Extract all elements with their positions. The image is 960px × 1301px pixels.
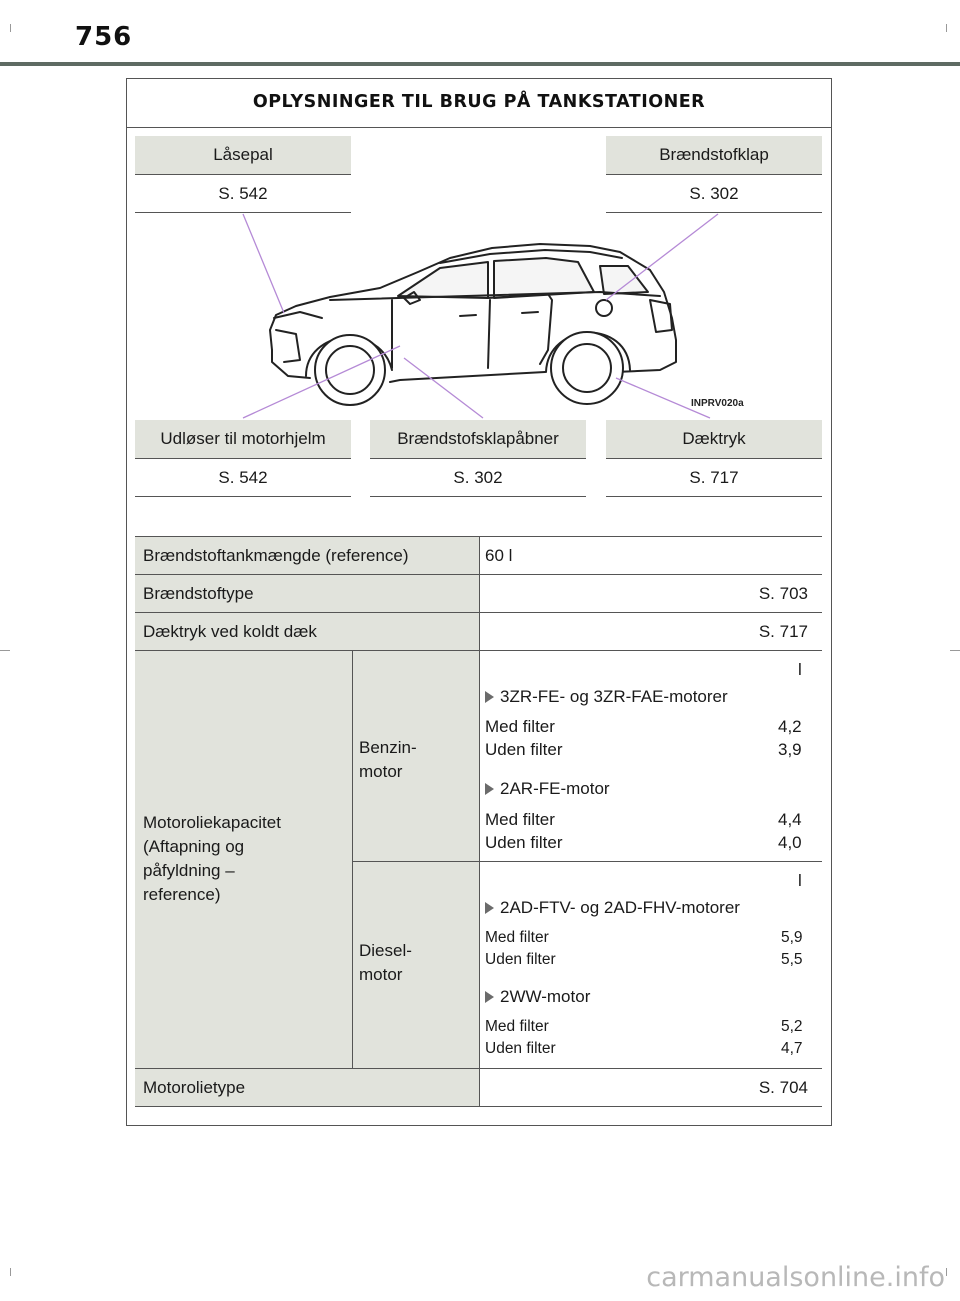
- arrow-icon: [485, 991, 494, 1003]
- arrow-icon: [485, 691, 494, 703]
- without-filter-value: 3,9: [778, 740, 802, 759]
- tire-pressure-value: S. 717: [758, 622, 808, 641]
- with-filter-label: Med filter: [485, 929, 549, 946]
- engine-name: 2WW-motor: [500, 987, 591, 1006]
- daektryk-ref: S. 717: [606, 459, 822, 497]
- oil-capacity-line-1: Motoroliekapacitet: [143, 813, 281, 832]
- fuel-type-value: S. 703: [758, 584, 808, 603]
- laasepal-label: Låsepal: [135, 136, 351, 175]
- without-filter-label: Uden filter: [485, 1040, 556, 1057]
- with-filter-value: 5,2: [781, 1018, 803, 1035]
- oil-capacity-line-3: påfyldning –: [143, 861, 235, 880]
- with-filter-label: Med filter: [485, 810, 555, 829]
- table-rule: [135, 1106, 822, 1107]
- without-filter-value: 4,0: [778, 833, 802, 852]
- with-filter-label: Med filter: [485, 1018, 549, 1035]
- without-filter-label: Uden filter: [485, 833, 563, 852]
- crop-mark: [10, 1268, 11, 1276]
- engine-name: 3ZR-FE- og 3ZR-FAE-motorer: [500, 687, 728, 706]
- arrow-icon: [485, 783, 494, 795]
- with-filter-value: 5,9: [781, 929, 803, 946]
- diesel-line-1: Diesel-: [359, 941, 412, 960]
- oil-capacity-line-4: reference): [143, 885, 221, 904]
- page-number: 756: [75, 22, 133, 52]
- tire-pressure-label: Dæktryk ved koldt dæk: [135, 613, 479, 650]
- oil-capacity-line-2: (Aftapning og: [143, 837, 245, 856]
- engine-heading: [485, 898, 740, 918]
- table-divider: [479, 537, 480, 1106]
- arrow-icon: [485, 902, 494, 914]
- diesel-label-cell: [353, 862, 479, 1068]
- klapaabner-label: Brændstofsklapåbner: [370, 420, 586, 459]
- crop-mark: [946, 1268, 947, 1276]
- crop-mark: [950, 650, 960, 651]
- with-filter-label: Med filter: [485, 717, 555, 736]
- engine-heading: [485, 987, 590, 1007]
- oil-type-label: Motorolietype: [135, 1069, 479, 1106]
- with-filter-value: 4,2: [778, 717, 802, 736]
- braendstofklap-ref: S. 302: [606, 175, 822, 213]
- section-title: OPLYSNINGER TIL BRUG PÅ TANKSTATIONER: [127, 79, 831, 128]
- daektryk-label: Dæktryk: [606, 420, 822, 459]
- fuel-type-label: Brændstoftype: [135, 575, 479, 612]
- without-filter-label: Uden filter: [485, 740, 563, 759]
- oil-type-value: S. 704: [758, 1078, 808, 1097]
- motorhjelm-ref: S. 542: [135, 459, 351, 497]
- engine-heading: [485, 779, 610, 799]
- diesel-line-2: motor: [359, 965, 403, 984]
- tank-label: Brændstoftankmængde (reference): [135, 537, 479, 574]
- without-filter-label: Uden filter: [485, 951, 556, 968]
- engine-name: 2AD-FTV- og 2AD-FHV-motorer: [500, 898, 740, 917]
- without-filter-value: 5,5: [781, 951, 803, 968]
- watermark: carmanualsonline.info: [646, 1262, 945, 1293]
- car-illustration: [0, 0, 960, 520]
- petrol-unit: l: [798, 660, 802, 679]
- laasepal-ref: S. 542: [135, 175, 351, 213]
- diesel-unit: l: [798, 871, 802, 890]
- petrol-line-1: Benzin-: [359, 738, 417, 757]
- klapaabner-ref: S. 302: [370, 459, 586, 497]
- motorhjelm-label: Udløser til motorhjelm: [135, 420, 351, 459]
- petrol-line-2: motor: [359, 762, 403, 781]
- image-code: INPRV020a: [691, 398, 744, 409]
- tank-value: 60 l: [485, 546, 513, 565]
- engine-name: 2AR-FE-motor: [500, 779, 610, 798]
- with-filter-value: 4,4: [778, 810, 802, 829]
- engine-heading: [485, 687, 728, 707]
- braendstofklap-label: Brændstofklap: [606, 136, 822, 175]
- oil-capacity-label-cell: [135, 651, 352, 1068]
- without-filter-value: 4,7: [781, 1040, 803, 1057]
- crop-mark: [0, 650, 10, 651]
- petrol-label-cell: [353, 651, 479, 861]
